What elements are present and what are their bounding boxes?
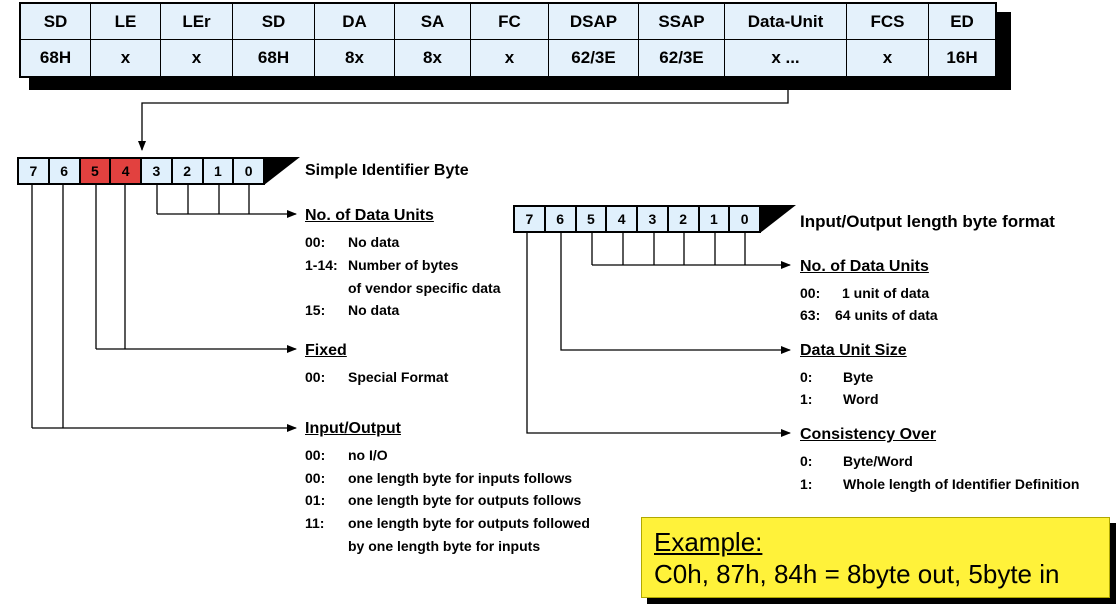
- io-bit-3: 3: [638, 207, 669, 231]
- right-data-unit-size-row: [800, 369, 874, 385]
- row-code: 1:: [800, 476, 813, 492]
- example-text: C0h, 87h, 84h = 8byte out, 5byte in: [654, 559, 1060, 589]
- row-desc: Whole length of Identifier Definition: [843, 476, 1080, 492]
- left-data-units-row: [305, 302, 400, 318]
- io-bit-5: 5: [577, 207, 608, 231]
- frame-value-sa: 8x: [395, 40, 471, 76]
- left-io-row: [305, 447, 388, 463]
- simple-bit-7: 7: [19, 159, 50, 183]
- row-code: 0:: [800, 453, 813, 469]
- io-bit-2: 2: [669, 207, 700, 231]
- row-desc: No data: [348, 302, 400, 318]
- frame-header-ler: LEr: [161, 4, 233, 40]
- row-desc: one length byte for inputs follows: [348, 470, 572, 486]
- example-box: [641, 517, 1110, 598]
- frame-value-dsap: 62/3E: [549, 40, 639, 76]
- io-bit-1: 1: [700, 207, 731, 231]
- right-data-units-title: No. of Data Units: [800, 258, 929, 275]
- frame-header-da: DA: [315, 4, 395, 40]
- right-data-units-row: [800, 307, 938, 323]
- frame-value-fcs: x: [847, 40, 929, 76]
- simple-bit-6: 6: [50, 159, 81, 183]
- io-byte-pointer: [760, 205, 796, 233]
- frame-header-dsap: DSAP: [549, 4, 639, 40]
- left-io-row: [305, 470, 572, 486]
- right-data-units-row: [800, 285, 930, 301]
- row-desc: 1 unit of data: [842, 285, 930, 301]
- row-desc: one length byte for outputs followed: [348, 515, 590, 531]
- row-code: 1:: [800, 391, 813, 407]
- simple-byte-title: Simple Identifier Byte: [305, 162, 469, 179]
- left-data-units-connector: [157, 185, 296, 214]
- frame-value-ler: x: [161, 40, 233, 76]
- row-desc: no I/O: [348, 447, 388, 463]
- frame-header-sa: SA: [395, 4, 471, 40]
- row-desc: of vendor specific data: [348, 280, 501, 296]
- row-code: 00:: [305, 470, 326, 486]
- row-desc: one length byte for outputs follows: [348, 492, 582, 508]
- row-code: 00:: [800, 285, 821, 301]
- frame-value-da: 8x: [315, 40, 395, 76]
- right-consistency-title: Consistency Over: [800, 426, 937, 443]
- row-code: 0:: [800, 369, 813, 385]
- left-data-units-row: [305, 257, 459, 273]
- io-byte-title: Input/Output length byte format: [800, 212, 1055, 231]
- right-data-unit-size-connector: [561, 233, 790, 350]
- row-desc: by one length byte for inputs: [348, 538, 541, 554]
- frame-header-fc: FC: [471, 4, 549, 40]
- io-bit-4: 4: [607, 207, 638, 231]
- row-desc: No data: [348, 234, 400, 250]
- row-desc: Byte/Word: [843, 453, 913, 469]
- io-bit-0: 0: [740, 211, 749, 227]
- frame-value-data-unit: x ...: [725, 40, 847, 76]
- right-data-units-connector: [592, 233, 790, 265]
- simple-bit-1: 1: [204, 159, 235, 183]
- frame-header-fcs: FCS: [847, 4, 929, 40]
- row-desc: Word: [843, 391, 879, 407]
- left-fixed-title: Fixed: [305, 342, 347, 359]
- row-desc: Byte: [843, 369, 874, 385]
- left-io-row: [305, 515, 590, 531]
- data-unit-connector: [142, 80, 788, 150]
- simple-bit-5: 5: [81, 159, 112, 183]
- frame-value-sd: 68H: [21, 40, 91, 76]
- row-code: 11:: [305, 515, 325, 531]
- row-code: 63:: [800, 307, 821, 323]
- simple-bit-3: 3: [142, 159, 173, 183]
- frame-value-ssap: 62/3E: [639, 40, 725, 76]
- simple-byte-pointer: [264, 157, 300, 185]
- io-bit-6: 6: [546, 207, 577, 231]
- right-data-unit-size-title: Data Unit Size: [800, 342, 907, 359]
- left-io-row: [305, 492, 582, 508]
- row-desc: Special Format: [348, 369, 449, 385]
- example-title: Example:: [654, 527, 763, 557]
- simple-identifier-byte: [17, 157, 265, 185]
- left-data-units-row: [305, 234, 400, 250]
- left-io-title: Input/Output: [305, 420, 401, 437]
- row-code: 00:: [305, 369, 326, 385]
- row-code: 01:: [305, 492, 326, 508]
- row-desc: 64 units of data: [835, 307, 938, 323]
- frame-header-sd: SD: [21, 4, 91, 40]
- simple-bit-0: 0: [244, 163, 253, 179]
- right-consistency-row: [800, 453, 913, 469]
- frame-value-le: x: [91, 40, 161, 76]
- frame-value-ed: 16H: [946, 48, 978, 67]
- right-consistency-row: [800, 476, 1080, 492]
- frame-header-data-unit: Data-Unit: [725, 4, 847, 40]
- frame-header-ed: ED: [929, 4, 995, 40]
- simple-bit-4: 4: [111, 159, 142, 183]
- row-code: 00:: [305, 447, 326, 463]
- simple-bit-2: 2: [173, 159, 204, 183]
- left-fixed-row: [305, 369, 449, 385]
- left-fixed-connector: [96, 185, 296, 349]
- row-code: 00:: [305, 234, 326, 250]
- row-code: 1-14:: [305, 257, 338, 273]
- frame-value-fc: x: [471, 40, 549, 76]
- io-bit-7: 7: [515, 207, 546, 231]
- frame-header-ssap: SSAP: [639, 4, 725, 40]
- row-code: 15:: [305, 302, 326, 318]
- left-data-units-title: No. of Data Units: [305, 207, 434, 224]
- right-consistency-connector: [527, 233, 790, 433]
- row-desc: Number of bytes: [348, 257, 459, 273]
- frame-header-sd2: SD: [233, 4, 315, 40]
- frame-value-sd2: 68H: [233, 40, 315, 76]
- frame-header-le: LE: [91, 4, 161, 40]
- left-io-connector: [32, 185, 296, 428]
- right-data-unit-size-row: [800, 391, 879, 407]
- io-length-byte: [513, 205, 761, 233]
